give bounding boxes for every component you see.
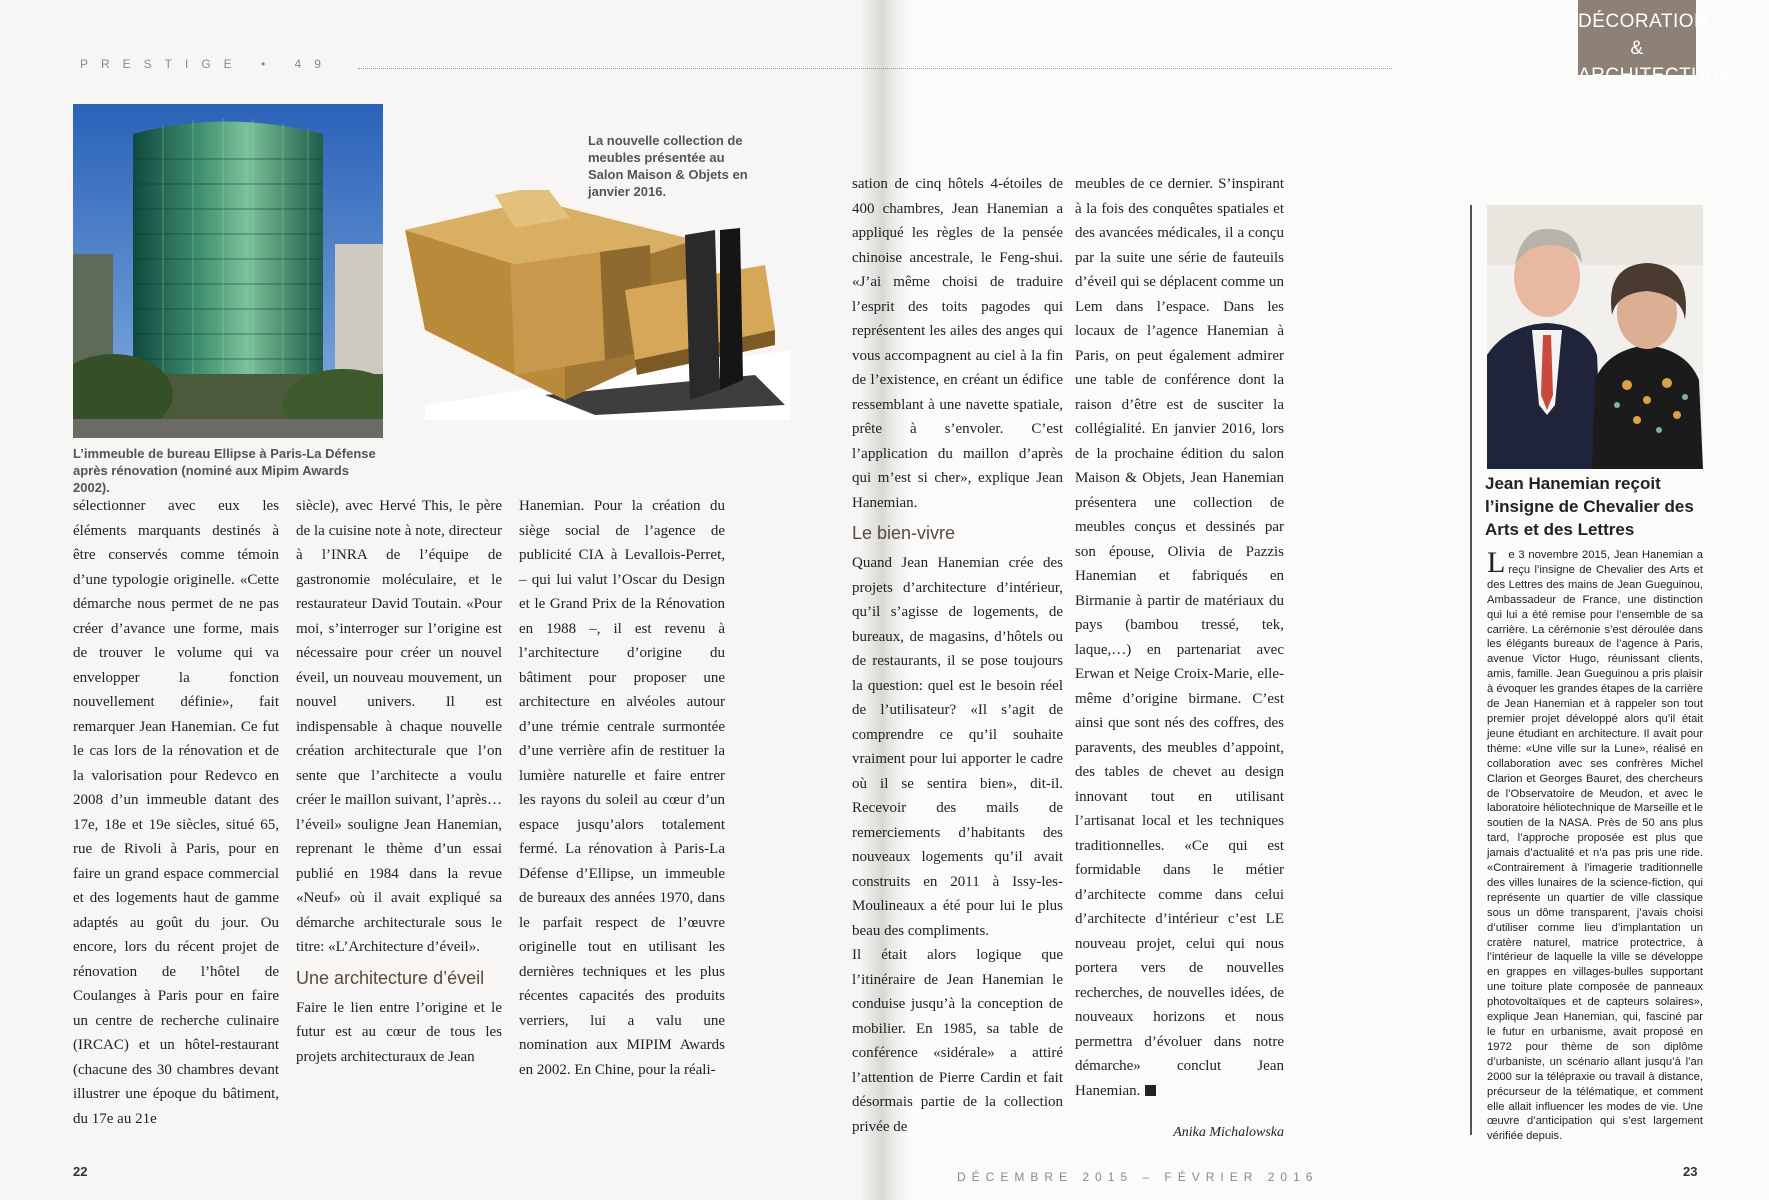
author-signature: Anika Michalowska [1173,1125,1284,1140]
page-number-right: 23 [1683,1164,1698,1179]
right-column-1 [852,172,1063,1139]
paragraph: Il était alors logique que l’itinéraire de Jean Hanemian le conduise jusqu’à la conception de mobilier. En 1985, sa table de conférence «sidérale» a attiré l’attention de Pierre Cardin et fait désormais partie de la collection privée de [852,947,1063,1135]
building-photo [73,104,383,438]
furniture-caption: La nouvelle collection de meubles présentée au Salon Maison & Objets en janvier 2016. [588,133,748,199]
header-rule [358,68,1392,69]
issue-dates: DÉCEMBRE 2015 – FÉVRIER 2016 [957,1170,1319,1184]
paragraph: Hanemian. Pour la création du siège social de l’agence de publicité CIA à Levallois-Perret, – qui lui valut l’Oscar du Design et le Grand Prix de la Rénovation en 1988 –, il est revenu à l’architecture d’origine du bâtiment pour proposer une architecture en alvéoles autour d’une trémie centrale surmontée d’une verrière afin de restituer la lumière naturelle et faire entrer les rayons du soleil au cœur d’un espace jusqu’alors totalement fermé. La rénovation à Paris-La Défense d’Ellipse, un immeuble de bureaux des années 1970, dans le parfait respect de l’œuvre originelle tout en utilisant les dernières techniques et les plus récentes capacités des produits verriers, lui a valu une nomination aux MIPIM Awards en 2002. En Chine, pour la réali- [519,498,725,1078]
sidebar-body [1487,548,1703,1144]
sidebar-paragraph [1487,548,1703,1144]
drop-cap: L [1487,546,1506,579]
subhead-bien-vivre: Le bien-vivre [852,523,956,543]
sidebar-rule [1470,205,1472,1135]
portrait-photo [1487,205,1703,469]
building-caption: L’immeuble de bureau Ellipse à Paris-La Défense après rénovation (nominé aux Mipim Awards 2002). [73,446,376,495]
section-badge-line2: ARCHITECTURE [1578,65,1733,86]
end-mark-icon [1145,1085,1156,1096]
paragraph [1075,172,1284,1103]
subhead-architecture-eveil: Une architecture d’éveil [296,967,485,988]
right-column-2 [1075,172,1284,1146]
left-column-3 [519,494,725,1082]
paragraph: Faire le lien entre l’origine et le futur est au cœur de tous les projets architecturaux de Jean [296,999,502,1065]
paragraph: Quand Jean Hanemian crée des projets d’architecture d’intérieur, qu’il s’agisse de logements, de bureaux, de magasins, d’hôtels ou de restaurants, il se pose toujours la question: quel est le besoin réel de l’utilisateur? «Il s’agit de comprendre ce qu’il souhaite vraiment pour lui apporter le cadre où il se sentira bien», dit-il. Recevoir des mails de remerciements d’habitants des nouveaux logements qu’il avait construits en 2011 à Issy-les-Moulineaux a été pour lui le plus beau des compliments. [852,555,1063,939]
paragraph: sation de cinq hôtels 4-étoiles de 400 chambres, Jean Hanemian a appliqué les règles de la pensée chinoise ancestrale, le Feng-shui. «J’ai même choisi de traduire l’esprit des toits pagodes qui représentent les ailes des anges qui vous accompagnent au ciel à la fin de l’existence, en créant un édifice ressemblant à une navette spatiale, prête à s’envoler. C’est l’application du maillon d’après qui m’est si cher», explique Jean Hanemian. [852,176,1063,511]
section-badge-line1: DÉCORATION & [1578,11,1709,59]
left-column-1 [73,494,279,1131]
page-number-left: 22 [73,1164,88,1179]
closing-paragraph: meubles de ce dernier. S’inspirant à la fois des conquêtes spatiales et des avancées médicales, il a conçu par la suite une série de fauteuils d’éveil qui se déplacent comme un Lem dans l’espace. Dans les locaux de l’agence Hanemian à Paris, on peut également admirer une table de conférence dont la raison d’être est de susciter la collégialité. En janvier 2016, lors de la prochaine édition du salon Maison & Objets, Jean Hanemian présentera une collection de meubles conçus et dessinés par son épouse, Olivia de Pazzis Hanemian et fabriqués en Birmanie à partir de matériaux du pays (bambou tressé, tek, laque,…) en partenariat avec Erwan et Neige Croix-Marie, elle-même d’origine birmane. C’est ainsi que sont nés des coffres, des paravents, des meubles d’appoint, des tables de chevet au design innovant tout en utilisant l’artisanat local et les techniques traditionnelles. «Ce qui est formidable dans le métier d’architecte comme dans celui d’architecte d’intérieur c’est LE nouveau projet, celui qui nous portera vers de nouvelles recherches, de nouvelles idées, de nouveaux horizons et nous permettra d’évoluer dans notre démarche» conclut Jean Hanemian. [1075,176,1284,1099]
paragraph: sélectionner avec eux les éléments marquants destinés à être conservés comme témoin d’une typologie originelle. «Cette démarche nous permet de ne pas créer d’avance une forme, mais de trouver le volume qui va envelopper la fonction nouvellement définie», fait remarquer Jean Hanemian. Ce fut le cas lors de la rénovation et de la valorisation pour Redevco en 2008 d’un immeuble datant des 17e, 18e et 19e siècles, situé 65, rue de Rivoli à Paris, pour en faire un grand espace commercial et des logements haut de gamme adaptés au goût du jour. Ou encore, lors du récent projet de rénovation de l’hôtel de Coulanges à Paris pour en faire un centre de recherche culinaire (IRCAC) et un hôtel-restaurant (chacune des 30 chambres devant illustrer une époque du bâtiment, du 17e au 21e [73,498,279,1127]
sidebar-text: e 3 novembre 2015, Jean Hanemian a reçu l’insigne de Chevalier des Arts et des Lettres des mains de Jean Gueguinou, Ambassadeur de France, une distinction qui lui a été remise pour l’ensemble de sa carrière. La cérémonie s’est déroulée dans les élégants bureaux de l’agence à Paris, avenue Victor Hugo, réunissant clients, amis, famille. Jean Gueguinou a pris plaisir à évoquer les grandes étapes de la carrière de Jean Hanemian et à rappeler son tout premier projet développé alors qu’il était jeune étudiant en architecture. Il avait pour thème: «Une ville sur la Lune», réalisé en collaboration avec ses confrères Michel Clarion et Georges Bauret, des chercheurs de l’Observatoire de Meudon, et avec le laboratoire héliotechnique de Marseille et le soutien de la NASA. Près de 50 ans plus tard, l’approche proposée est plus que jamais d’actualité et n’a pas pris une ride. «Contrairement à l’imagerie traditionnelle des villes lunaires de la science-fiction, qui représente un quartier de ville classique sous un dôme transparent, j’avais choisi d’utiliser comme lieu d’implantation un cratère naturel, matrice protectrice, à l’intérieur de laquelle la ville se développe en grappes en villages-bulles supportant une toiture plate composée de panneaux photovoltaïques et de capteurs solaires», explique Jean Hanemian, qui, fasciné par le futur en urbanisme, avait proposé en 1972 pour thème de son diplôme d’urbaniste, un scénario allant jusqu’à l’an 2000 sur la télépraxie ou travail à distance, précurseur de la télématique, et comment elle allait influencer les modes de vie. Une œuvre d’anticipation qui s’est largement vérifiée depuis. [1487,549,1703,1143]
running-head: PRESTIGE • 49 [80,57,334,71]
furniture-photo [395,190,790,420]
section-badge [1578,0,1733,86]
paragraph: siècle), avec Hervé This, le père de la cuisine note à note, directeur à l’INRA de l’équipe de gastronomie moléculaire, et le restaurateur David Toutain. «Pour moi, s’interroger sur l’origine est nécessaire pour créer un nouvel éveil, un nouveau mouvement, un nouvel univers. Il est indispensable à chaque nouvelle création architecturale que l’on sente que l’architecte a voulu créer le maillon suivant, l’après… l’éveil» souligne Jean Hanemian, reprenant le thème d’un essai publié en 1984 dans la revue «Neuf» où il avait expliqué sa démarche architecturale sous le titre: «L’Architecture d’éveil». [296,498,502,955]
sidebar-title: Jean Hanemian reçoit l’insigne de Chevalier des Arts et des Lettres [1485,474,1694,539]
left-column-2 [296,494,502,1069]
